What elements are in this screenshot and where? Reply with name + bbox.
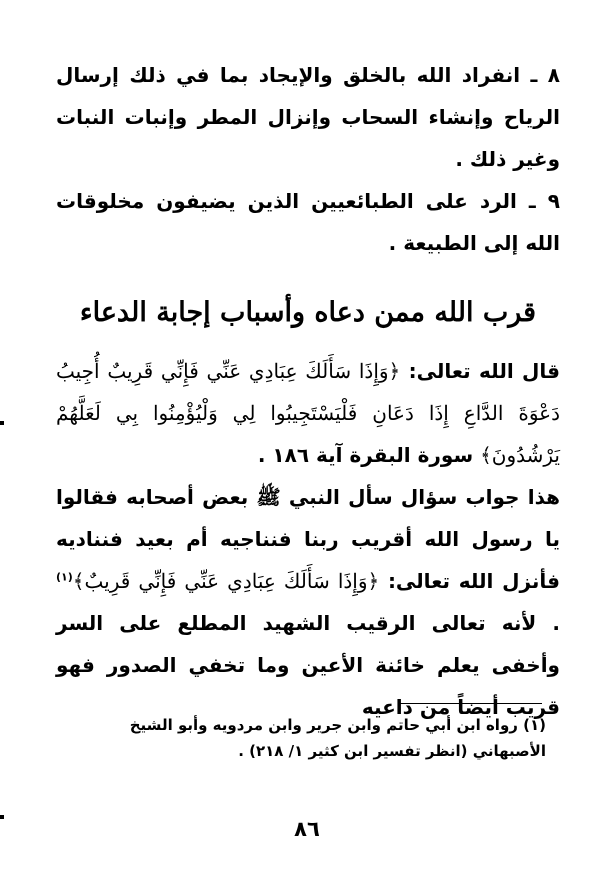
verse-paragraph: [56, 350, 560, 476]
footnote: [56, 712, 546, 764]
explanation-part-1: هذا جواب سؤال سأل النبي ﷺ بعض أصحابه فقالوا يا رسول الله أقريب ربنا فنناجيه أم بعيد فنناديه فأنزل الله تعالى:: [56, 485, 560, 593]
paragraph-item-8: [56, 54, 560, 180]
explanation-part-2: . لأنه تعالى الرقيب الشهيد المطلع على السر وأخفى يعلم خائنة الأعين وما تخفي الصدور فهو قريب أيضاً من داعيه: [56, 611, 560, 719]
explanation-paragraph: [56, 476, 560, 728]
scan-edge-mark: [0, 815, 4, 819]
footnote-divider: [400, 703, 542, 704]
footnote-reference: (١): [56, 570, 73, 584]
page-number-text: ٨٦: [294, 817, 320, 841]
paragraph-item-9: [56, 180, 560, 264]
verse-reference: سورة البقرة آية ١٨٦ .: [257, 443, 481, 467]
quran-verse: ﴿وَإِذَا سَأَلَكَ عِبَادِي عَنِّي فَإِنِّي قَرِيبٌ أُجِيبُ دَعْوَةَ الدَّاعِ إِذَا دَعَانِ فَلْيَسْتَجِيبُوا لِي وَلْيُؤْمِنُوا بِي لَعَلَّهُمْ يَرْشُدُونَ﴾: [56, 359, 560, 467]
verse-intro: قال الله تعالى:: [400, 359, 561, 383]
paragraph-item-9-text: ٩ ـ الرد على الطبائعيين الذين يضيفون مخلوقات الله إلى الطبيعة .: [56, 189, 560, 255]
paragraph-item-8-text: ٨ ـ انفراد الله بالخلق والإيجاد بما في ذلك إرسال الرياح وإنشاء السحاب وإنزال المطر وإنبات النبات وغير ذلك .: [56, 63, 560, 171]
footnote-text: (١) رواه ابن أبي حاتم وابن جرير وابن مردويه وأبو الشيخ الأصبهاني (انظر تفسير ابن كثير ١/ ٢١٨) .: [129, 716, 546, 760]
section-heading: [56, 290, 560, 336]
page-number: [280, 815, 334, 843]
section-heading-text: قرب الله ممن دعاه وأسباب إجابة الدعاء: [79, 297, 537, 328]
scan-edge-mark: [0, 421, 4, 425]
quran-verse-short: ﴿وَإِذَا سَأَلَكَ عِبَادِي عَنِّي فَإِنِّي قَرِيبٌ﴾: [72, 569, 380, 593]
